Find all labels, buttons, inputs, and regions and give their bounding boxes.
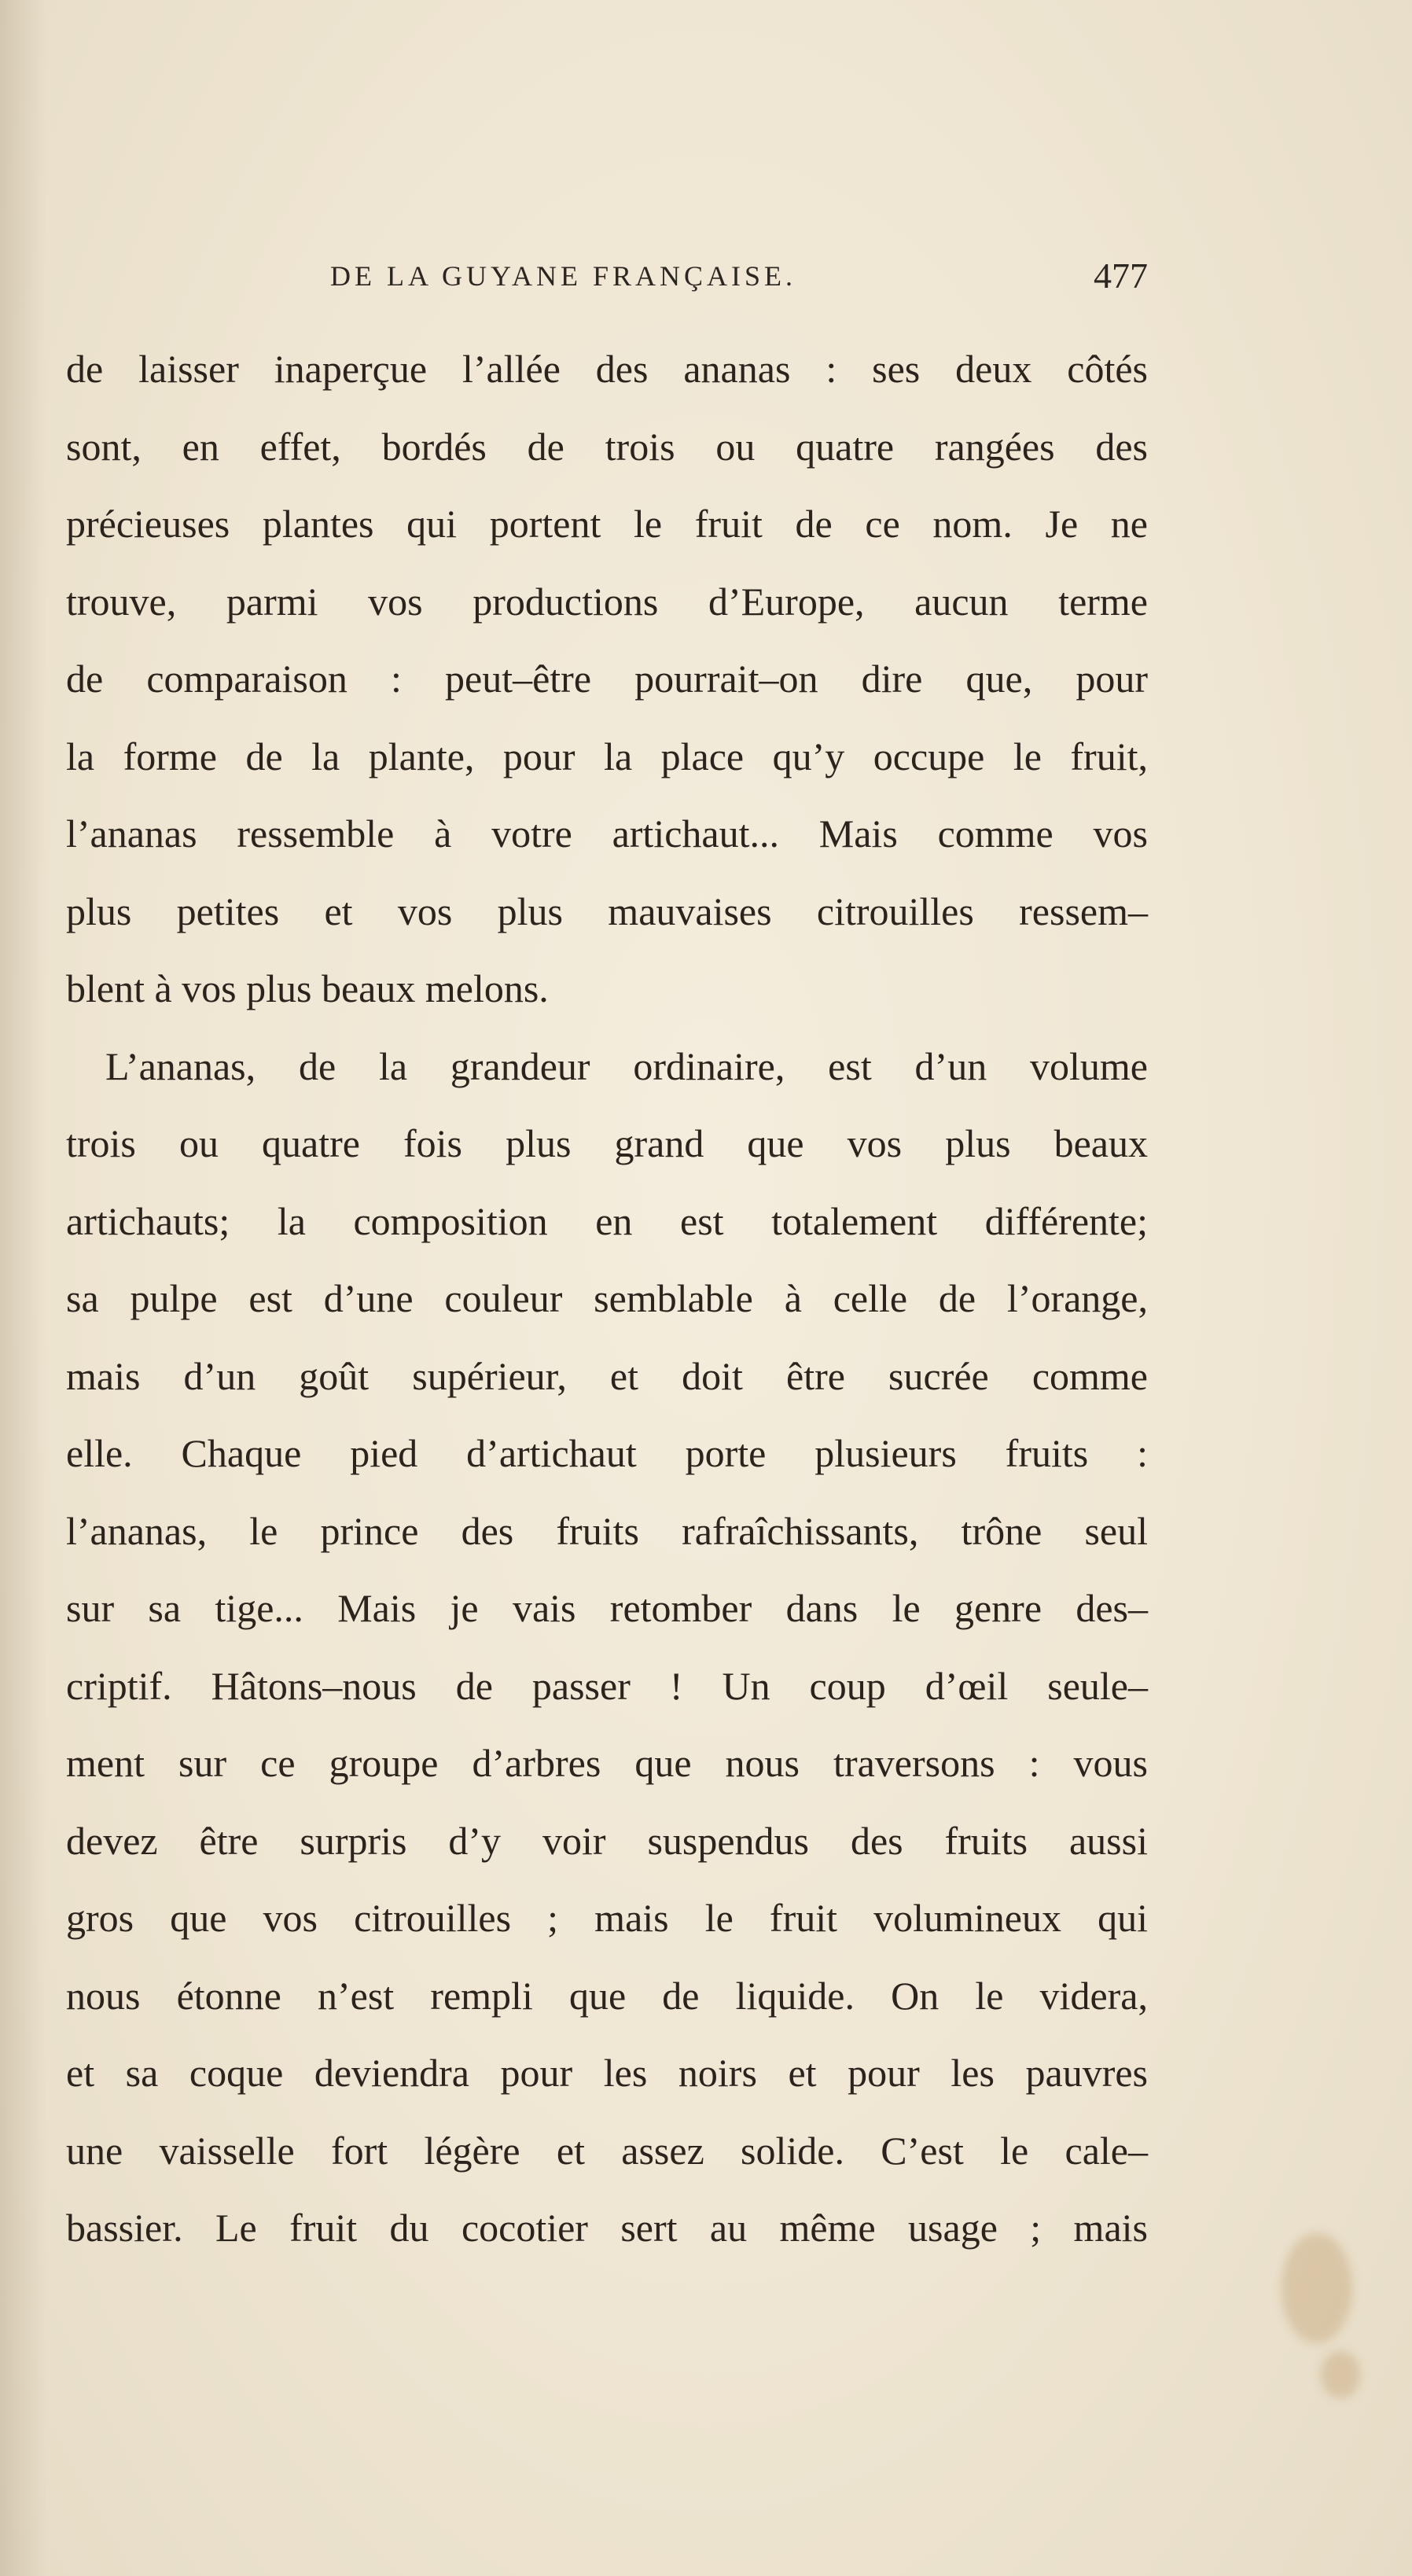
page-number: 477 (1094, 256, 1148, 296)
text-line: bassier. Le fruit du cocotier sert au même usage ; mais (66, 2206, 1148, 2250)
text-line: L’ananas, de la grandeur ordinaire, est d’un volume (105, 1043, 1148, 1088)
text-line: sa pulpe est d’une couleur semblable à celle de l’orange, (66, 1276, 1148, 1320)
text-line: de comparaison : peut–être pourrait–on dire que, pour (66, 657, 1148, 701)
text-line: sont, en effet, bordés de trois ou quatre rangées des (66, 424, 1148, 469)
text-line: l’ananas, le prince des fruits rafraîchissants, trône seul (66, 1508, 1148, 1553)
text-line: elle. Chaque pied d’artichaut porte plusieurs fruits : (66, 1431, 1148, 1475)
text-line: trouve, parmi vos productions d’Europe, aucun terme (66, 579, 1148, 624)
text-line: artichauts; la composition en est totalement différente; (66, 1198, 1148, 1243)
body-text (66, 330, 1148, 2267)
text-line: plus petites et vos plus mauvaises citrouilles ressem– (66, 889, 1148, 933)
text-line: nous étonne n’est rempli que de liquide. On le videra, (66, 1973, 1148, 2018)
text-line: la forme de la plante, pour la place qu’y occupe le fruit, (66, 734, 1148, 778)
text-line: ment sur ce groupe d’arbres que nous traversons : vous (66, 1741, 1148, 1785)
running-title: DE LA GUYANE FRANÇAISE. (330, 260, 797, 292)
page-edge-shadow (0, 0, 47, 2576)
text-line: devez être surpris d’y voir suspendus des fruits aussi (66, 1818, 1148, 1863)
text-line: une vaisselle fort légère et assez solide. C’est le cale– (66, 2128, 1148, 2173)
text-line: et sa coque deviendra pour les noirs et pour les pauvres (66, 2051, 1148, 2095)
text-line: précieuses plantes qui portent le fruit de ce nom. Je ne (66, 502, 1148, 546)
text-line: gros que vos citrouilles ; mais le fruit volumineux qui (66, 1896, 1148, 1940)
text-line: trois ou quatre fois plus grand que vos plus beaux (66, 1121, 1148, 1165)
text-line: blent à vos plus beaux melons. (66, 966, 549, 1010)
paper-stain (1281, 2233, 1352, 2343)
text-line: de laisser inaperçue l’allée des ananas : ses deux côtés (66, 347, 1148, 391)
text-line: criptif. Hâtons–nous de passer ! Un coup d’œil seule– (66, 1663, 1148, 1708)
paper-stain (1321, 2351, 1360, 2398)
text-line: mais d’un goût supérieur, et doit être sucrée comme (66, 1353, 1148, 1398)
text-line: sur sa tige... Mais je vais retomber dans le genre des– (66, 1586, 1148, 1630)
text-line: l’ananas ressemble à votre artichaut... Mais comme vos (66, 811, 1148, 856)
running-head (330, 256, 1148, 307)
